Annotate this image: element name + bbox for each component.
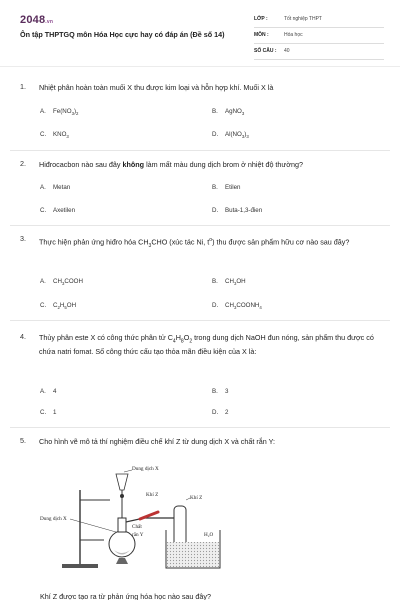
meta-value: 40 [284,48,290,54]
option-label: B. [212,184,218,191]
flask-neck [118,518,126,532]
option-d[interactable] [212,131,249,139]
label-h2o: H₂O [204,532,214,538]
option-text: 1 [53,409,57,416]
option-a[interactable] [40,108,78,116]
option-text: $KNO_3$ [53,131,69,140]
label-khi-z-2: Khí Z [190,495,203,501]
option-label: A. [40,184,46,191]
question-stem: Thực hiện phản ứng hiđro hóa $CH_3CHO$ (xúc tác Ni, $t^o$) thu được sản phẩm hữu cơ nào sau đây? [39,237,350,249]
site-logo[interactable] [20,14,53,26]
question-number: 3. [20,234,26,243]
option-text: $C_2H_5OH$ [53,302,77,311]
option-label: C. [40,131,47,138]
meta-table [254,14,384,62]
option-c[interactable] [40,302,76,310]
lab-apparatus-diagram [40,460,240,580]
meta-row-count [254,46,384,60]
meta-row-subject [254,30,384,44]
option-text: $Fe(NO_3)_2$ [53,108,79,117]
question-stem: Thủy phân este X có công thức phân tử $C_4H_8O_2$ trong dung dịch NaOH đun nóng, sản phẩm thu được có chứa natri fomat. Số công thức cấu tạo thỏa mãn điều kiện của X là: [39,333,374,357]
label-chat-ran-y-2: rắn Y [132,532,144,538]
option-text: $CH_3COONH_4$ [225,302,262,311]
option-text: $CH_3COOH$ [53,278,83,287]
option-text: Axetilen [53,207,76,214]
basin-water [167,542,219,567]
option-text: 2 [225,409,229,416]
option-label: A. [40,388,46,395]
option-text: $Al(NO_3)_3$ [225,131,249,140]
meta-key: MÔN : [254,32,269,38]
logo-main: 2048 [20,14,46,26]
option-label: A. [40,108,46,115]
option-d[interactable] [212,302,262,310]
option-label: D. [212,302,219,309]
meta-key: LỚP : [254,16,268,22]
option-label: B. [212,388,218,395]
question-stem: Nhiệt phân hoàn toàn muối X thu được kim loại và hỗn hợp khí. Muối X là [39,83,274,92]
label-chat-ran-y-1: Chất [132,524,142,530]
option-b[interactable] [212,184,240,191]
header-divider [0,66,400,67]
option-text: 4 [53,388,57,395]
option-label: D. [212,207,219,214]
meta-value: Tốt nghiệp THPT [284,16,322,22]
option-text: AgNO$_3$ [225,108,245,117]
option-label: C. [40,302,47,309]
stand-base [62,564,98,568]
option-d[interactable] [212,409,228,416]
dropping-funnel [116,474,128,490]
option-label: D. [212,131,219,138]
question-number: 5. [20,436,26,445]
meta-key: SỐ CÂU : [254,48,277,54]
question-divider [10,427,390,428]
page-title: Ôn tập THPTGQ môn Hóa Học cực hay có đáp án (Đề số 14) [20,30,225,39]
option-c[interactable] [40,131,69,139]
option-b[interactable] [212,388,228,395]
question-divider [10,150,390,151]
option-text: Metan [53,184,71,191]
question-number: 1. [20,82,26,91]
logo-suffix: .vn [45,19,54,25]
option-b[interactable] [212,108,244,116]
option-c[interactable] [40,207,75,214]
option-label: B. [212,278,218,285]
question-divider [10,320,390,321]
option-text: $CH_3OH$ [225,278,246,287]
option-text: 3 [225,388,229,395]
option-text: Buta-1,3-đien [225,207,263,214]
option-a[interactable] [40,184,70,191]
option-label: C. [40,409,47,416]
meta-row-class [254,14,384,28]
question-5-followup: Khí Z được tạo ra từ phản ứng hóa học nào sau đây? [40,592,211,600]
question-number: 4. [20,332,26,341]
option-d[interactable] [212,207,262,214]
option-label: C. [40,207,47,214]
option-label: A. [40,278,46,285]
question-divider [10,225,390,226]
page-header [0,0,400,66]
label-khi-z-1: Khí Z [146,492,159,498]
burner [116,558,128,564]
question-stem: Cho hình vẽ mô tả thí nghiệm điều chế khí Z từ dung dịch X và chất rắn Y: [39,437,276,446]
meta-value: Hóa học [284,32,303,38]
question-stem: Hiđrocacbon nào sau đây không làm mất màu dung dịch brom ở nhiệt độ thường? [39,160,303,169]
label-dung-dich-x-left: Dung dịch X [40,516,67,522]
question-number: 2. [20,159,26,168]
label-dung-dich-x-top: Dung dịch X [132,466,159,472]
funnel-stopcock [120,494,124,498]
option-text: Etilen [225,184,241,191]
option-a[interactable] [40,388,56,395]
option-label: B. [212,108,218,115]
option-a[interactable] [40,278,83,286]
option-c[interactable] [40,409,56,416]
option-label: D. [212,409,219,416]
option-b[interactable] [212,278,246,286]
